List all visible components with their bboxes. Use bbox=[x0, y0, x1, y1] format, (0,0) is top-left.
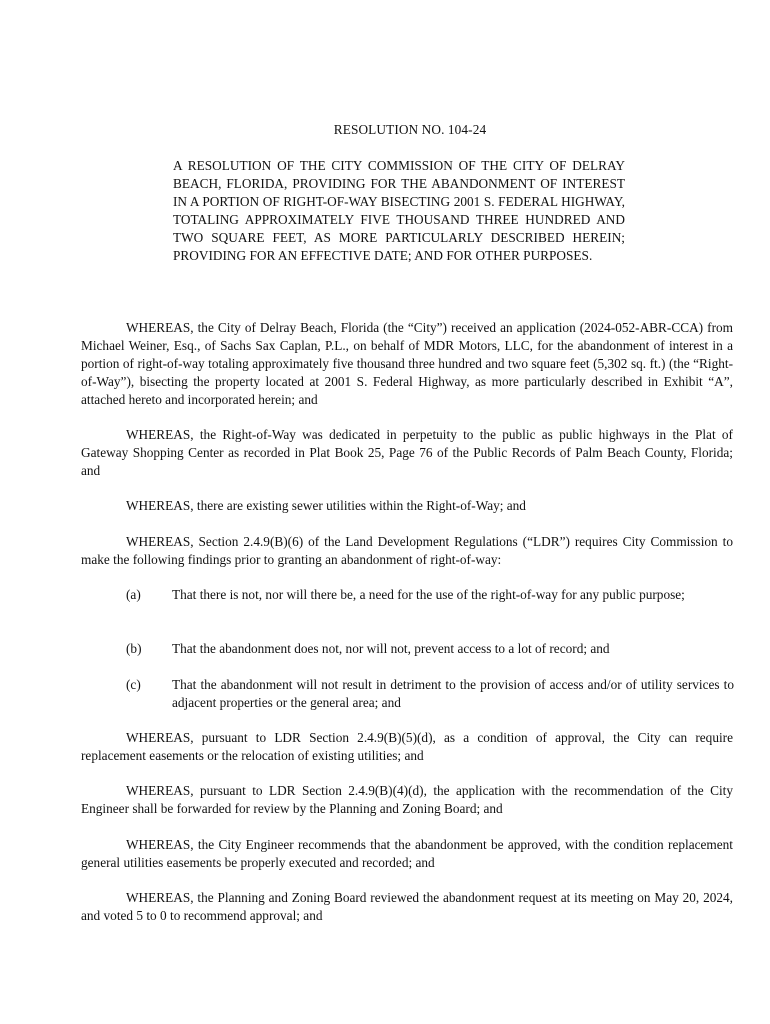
paragraph-text: WHEREAS, pursuant to LDR Section 2.4.9(B)(4)(d), the application with the recommendation of the City Engineer shall be forwarded for review by the Planning and Zoning Board; and bbox=[81, 783, 733, 816]
resolution-title: RESOLUTION NO. 104-24 bbox=[333, 122, 487, 137]
whereas-paragraph-easements bbox=[81, 729, 733, 765]
whereas-paragraph-board-vote bbox=[81, 889, 733, 925]
finding-item-a bbox=[126, 586, 734, 604]
resolution-caption: A RESOLUTION OF THE CITY COMMISSION OF THE CITY OF DELRAY BEACH, FLORIDA, PROVIDING FOR THE ABANDONMENT OF INTEREST IN A PORTION OF RIGHT-OF-WAY BISECTING 2001 S. FEDERAL HIGHWAY, TOTALING APPROXIMATELY FIVE THOUSAND THREE HUNDRED AND TWO SQUARE FEET, AS MORE PARTICULARLY DESCRIBED HEREIN; PROVIDING FOR AN EFFECTIVE DATE; AND FOR OTHER PURPOSES. bbox=[173, 158, 625, 263]
whereas-paragraph-planning-review bbox=[81, 782, 733, 818]
paragraph-text: WHEREAS, the City Engineer recommends that the abandonment be approved, with the condition replacement general utilities easements be properly executed and recorded; and bbox=[81, 837, 733, 870]
whereas-paragraph-application bbox=[81, 319, 733, 409]
finding-text: That there is not, nor will there be, a need for the use of the right-of-way for any public purpose; bbox=[172, 587, 685, 602]
finding-text: That the abandonment does not, nor will not, prevent access to a lot of record; and bbox=[172, 641, 610, 656]
paragraph-text: WHEREAS, the City of Delray Beach, Florida (the “City”) received an application (2024-052-ABR-CCA) from Michael Weiner, Esq., of Sachs Sax Caplan, P.L., on behalf of MDR Motors, LLC, for the abandonment of interest in a portion of right-of-way totaling approximately five thousand three hundred and two square feet (5,302 sq. ft.) (the “Right-of-Way”), bisecting the property located at 2001 S. Federal Highway, as more particularly described in Exhibit “A”, attached hereto and incorporated herein; and bbox=[81, 320, 733, 407]
finding-text: That the abandonment will not result in detriment to the provision of access and/or of utility services to adjacent properties or the general area; and bbox=[172, 677, 734, 710]
finding-item-b bbox=[126, 640, 734, 658]
finding-label: (b) bbox=[126, 641, 142, 656]
paragraph-text: WHEREAS, there are existing sewer utilities within the Right-of-Way; and bbox=[126, 498, 526, 513]
finding-item-c bbox=[126, 676, 734, 712]
paragraph-text: WHEREAS, pursuant to LDR Section 2.4.9(B)(5)(d), as a condition of approval, the City can require replacement easements or the relocation of existing utilities; and bbox=[81, 730, 733, 763]
whereas-paragraph-dedication bbox=[81, 426, 733, 480]
paragraph-text: WHEREAS, the Planning and Zoning Board reviewed the abandonment request at its meeting on May 20, 2024, and voted 5 to 0 to recommend approval; and bbox=[81, 890, 733, 923]
whereas-paragraph-sewer bbox=[81, 497, 733, 515]
whereas-paragraph-ldr-findings bbox=[81, 533, 733, 569]
finding-label: (c) bbox=[126, 677, 141, 692]
whereas-paragraph-engineer-recommendation bbox=[81, 836, 733, 872]
paragraph-text: WHEREAS, the Right-of-Way was dedicated in perpetuity to the public as public highways in the Plat of Gateway Shopping Center as recorded in Plat Book 25, Page 76 of the Public Records of Palm Beach County, Florida; and bbox=[81, 427, 733, 478]
finding-label: (a) bbox=[126, 587, 141, 602]
paragraph-text: WHEREAS, Section 2.4.9(B)(6) of the Land Development Regulations (“LDR”) requires City Commission to make the following findings prior to granting an abandonment of right-of-way: bbox=[81, 534, 733, 567]
